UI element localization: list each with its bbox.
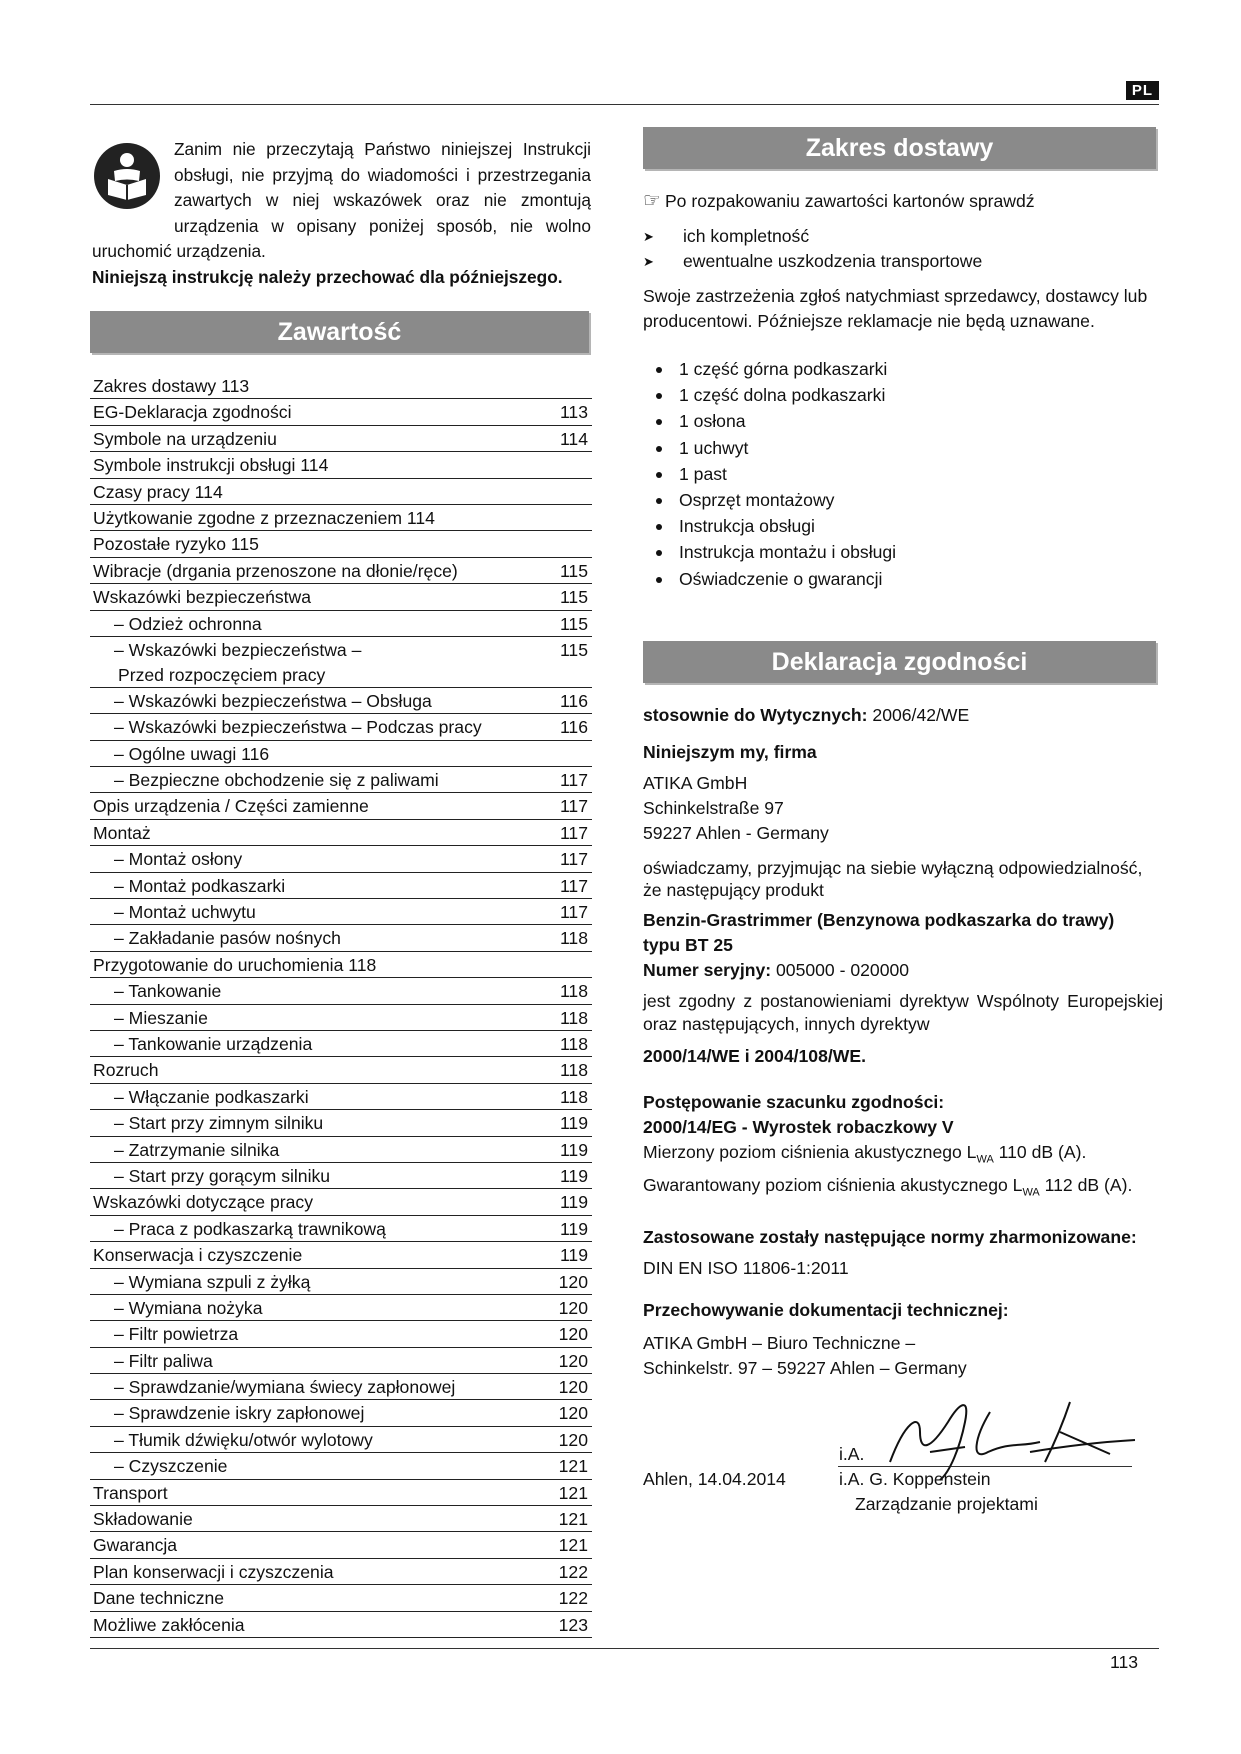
- docs-label: Przechowywanie dokumentacji technicznej:: [643, 1300, 1009, 1321]
- toc-row: [90, 899, 592, 925]
- header-rule: [90, 104, 1159, 105]
- toc-entry-label: Symbole instrukcji obsługi 114: [93, 455, 329, 476]
- declaration-title: Deklaracja zgodności: [643, 641, 1156, 683]
- toc-row: [90, 1005, 592, 1031]
- toc-entry-label: – Tankowanie urządzenia: [114, 1033, 313, 1054]
- toc-row: [90, 584, 592, 610]
- toc-page-number: 121: [558, 1535, 588, 1556]
- toc-row: [90, 1400, 592, 1426]
- statement: oświadczamy, przyjmując na siebie wyłączną odpowiedzialność, że następujący produkt: [643, 858, 1143, 900]
- toc-entry-label: Transport: [93, 1482, 168, 1503]
- toc-row: [90, 531, 592, 557]
- toc-entry-label: – Montaż osłony: [114, 849, 243, 870]
- list-item: Instrukcja montażu i obsługi: [643, 539, 1163, 565]
- intro-bold-text: Niniejszą instrukcję należy przechować dla późniejszego.: [92, 266, 563, 287]
- procedure-label: Postępowanie szacunku zgodności:: [643, 1092, 945, 1112]
- measured-level: Mierzony poziom ciśnienia akustycznego $L_{WA}$ 110 dB (A).: [643, 1142, 1087, 1166]
- product-type: typu BT 25: [643, 935, 733, 955]
- toc-entry-label: EG-Deklaracja zgodności: [93, 402, 292, 423]
- toc-row: [90, 505, 592, 531]
- toc-row: [90, 1163, 592, 1189]
- toc-page-number: 118: [559, 1007, 588, 1028]
- toc-entry-label: – Wskazówki bezpieczeństwa – Podczas pracy: [114, 717, 482, 738]
- pointing-hand-icon: ☞: [643, 190, 661, 212]
- toc-entry-label: Dane techniczne: [93, 1588, 225, 1609]
- toc-page-number: 117: [559, 822, 588, 843]
- toc-row: [90, 1348, 592, 1374]
- toc-page-number: 118: [559, 1086, 588, 1107]
- toc-page-number: 115: [559, 613, 588, 634]
- toc-page-number: 119: [559, 1218, 588, 1239]
- toc-page-number: 118: [559, 981, 588, 1002]
- toc-page-number: 119: [559, 1192, 588, 1213]
- toc-entry-label: – Wskazówki bezpieczeństwa –: [114, 639, 362, 660]
- toc-page-number: 120: [558, 1350, 588, 1371]
- intro-text: Zanim nie przeczytają Państwo niniejszej Instrukcji obsługi, nie przyjmą do wiadomości i przestrzegania zawartych w niej wskazówek oraz nie zmontują urządzenia w opisany poniżej sposób, nie wolno uruchomić urządzenia.: [92, 139, 591, 261]
- conformity-text: jest zgodny z postanowieniami dyrektyw Wspólnoty Europejskiej oraz następujących, innych dyrektyw: [643, 991, 1163, 1034]
- toc-row: [90, 846, 592, 872]
- toc-page-number: 117: [559, 849, 588, 870]
- toc-row: [90, 820, 592, 846]
- table-of-contents: [90, 373, 592, 1638]
- list-item: ➤ ewentualne uszkodzenia transportowe: [643, 249, 1163, 274]
- we-company: Niniejszym my, firma: [643, 742, 817, 762]
- list-item: Instrukcja obsługi: [643, 513, 1163, 539]
- toc-entry-label: – Zatrzymanie silnika: [114, 1139, 280, 1160]
- signatory-name: i.A. G. Koppenstein: [839, 1469, 991, 1489]
- toc-entry-label: Symbole na urządzeniu: [93, 428, 277, 449]
- toc-row: [90, 793, 592, 819]
- toc-entry-label: – Wskazówki bezpieczeństwa – Obsługa: [114, 690, 432, 711]
- toc-entry-label-continued: Przed rozpoczęciem pracy: [118, 664, 326, 685]
- delivery-title: Zakres dostawy: [643, 127, 1156, 169]
- other-directives: 2000/14/WE i 2004/108/WE.: [643, 1046, 866, 1066]
- toc-entry-label: – Bezpieczne obchodzenie się z paliwami: [114, 770, 439, 791]
- toc-entry-label: – Praca z podkaszarką trawnikową: [114, 1218, 386, 1239]
- toc-page-number: 121: [558, 1509, 588, 1530]
- toc-row: [90, 1453, 592, 1479]
- toc-row: [90, 1242, 592, 1268]
- toc-entry-label: – Wymiana nożyka: [114, 1297, 263, 1318]
- check-list: [643, 224, 1163, 274]
- toc-page-number: 118: [559, 928, 588, 949]
- toc-row: [90, 952, 592, 978]
- toc-page-number: 120: [558, 1429, 588, 1450]
- toc-row: [90, 1216, 592, 1242]
- toc-row: [90, 1321, 592, 1347]
- norms-value: DIN EN ISO 11806-1:2011: [643, 1258, 849, 1279]
- footer-rule: [90, 1648, 1159, 1649]
- page-number: 113: [1110, 1652, 1139, 1672]
- list-item: Osprzęt montażowy: [643, 487, 1163, 513]
- toc-row: [90, 399, 592, 425]
- toc-entry-label: Składowanie: [93, 1509, 193, 1530]
- toc-page-number: 119: [559, 1113, 588, 1134]
- toc-page-number: 116: [559, 717, 588, 738]
- list-item: 1 część górna podkaszarki: [643, 356, 1163, 382]
- toc-entry-label: Pozostałe ryzyko 115: [93, 534, 259, 555]
- toc-page-number: 120: [558, 1271, 588, 1292]
- toc-row: [90, 1189, 592, 1215]
- delivery-items: [643, 356, 1163, 592]
- toc-entry-label: – Start przy zimnym silniku: [114, 1113, 324, 1134]
- toc-entry-label: – Sprawdzenie iskry zapłonowej: [114, 1403, 365, 1424]
- toc-entry-label: – Wymiana szpuli z żyłką: [114, 1271, 311, 1292]
- declaration-section: [643, 703, 1163, 1381]
- list-item: 1 osłona: [643, 408, 1163, 434]
- toc-entry-label: Użytkowanie zgodne z przeznaczeniem 114: [93, 507, 435, 528]
- toc-entry-label: Wskazówki bezpieczeństwa: [93, 587, 312, 608]
- toc-page-number: 117: [559, 796, 588, 817]
- toc-entry-label: Przygotowanie do uruchomienia 118: [93, 954, 377, 975]
- toc-row: [90, 978, 592, 1004]
- toc-page-number: 118: [559, 1033, 588, 1054]
- toc-entry-label: Montaż: [93, 822, 151, 843]
- language-badge: PL: [1126, 81, 1159, 100]
- toc-page-number: 120: [558, 1377, 588, 1398]
- docs-line2: Schinkelstr. 97 – 59227 Ahlen – Germany: [643, 1358, 967, 1379]
- toc-entry-label: Możliwe zakłócenia: [93, 1614, 245, 1635]
- company-name: ATIKA GmbH: [643, 773, 748, 793]
- toc-row: [90, 1137, 592, 1163]
- toc-page-number: 119: [559, 1139, 588, 1160]
- toc-row: [90, 452, 592, 478]
- delivery-section: [643, 189, 1163, 592]
- intro-notice: [92, 137, 591, 290]
- toc-row: [90, 1295, 592, 1321]
- toc-entry-label: – Ogólne uwagi 116: [114, 743, 270, 764]
- toc-row: [90, 637, 592, 688]
- toc-page-number: 118: [559, 1060, 588, 1081]
- list-item: 1 część dolna podkaszarki: [643, 382, 1163, 408]
- company-street: Schinkelstraße 97: [643, 798, 784, 818]
- toc-page-number: 120: [558, 1324, 588, 1345]
- toc-entry-label: Czasy pracy 114: [93, 481, 223, 502]
- procedure-value: 2000/14/EG - Wyrostek robaczkowy V: [643, 1117, 954, 1137]
- norms-label: Zastosowane zostały następujące normy zharmonizowane:: [643, 1227, 1137, 1248]
- signatory-role: Zarządzanie projektami: [855, 1494, 1038, 1514]
- toc-row: [90, 873, 592, 899]
- toc-entry-label: Wibracje (drgania przenoszone na dłonie/ręce): [93, 560, 458, 581]
- toc-entry-label: Plan konserwacji i czyszczenia: [93, 1561, 334, 1582]
- toc-page-number: 121: [558, 1482, 588, 1503]
- toc-title: Zawartość: [90, 311, 589, 353]
- place-date: Ahlen, 14.04.2014: [643, 1469, 786, 1489]
- toc-entry-label: Zakres dostawy 113: [93, 376, 250, 396]
- toc-entry-label: Wskazówki dotyczące pracy: [93, 1192, 313, 1213]
- toc-entry-label: – Mieszanie: [114, 1007, 208, 1028]
- product-name: Benzin-Grastrimmer (Benzynowa podkaszarka do trawy): [643, 910, 1115, 930]
- toc-row: [90, 373, 592, 399]
- toc-row: [90, 611, 592, 637]
- toc-row: [90, 1506, 592, 1532]
- toc-entry-label: Opis urządzenia / Części zamienne: [93, 796, 369, 817]
- toc-page-number: 115: [559, 639, 588, 660]
- toc-entry-label: – Sprawdzanie/wymiana świecy zapłonowej: [114, 1377, 456, 1398]
- toc-row: [90, 1031, 592, 1057]
- toc-row: [90, 767, 592, 793]
- toc-page-number: 115: [559, 560, 588, 581]
- toc-entry-label: Konserwacja i czyszczenie: [93, 1245, 303, 1266]
- toc-page-number: 122: [558, 1561, 588, 1582]
- toc-row: [90, 1427, 592, 1453]
- toc-row: [90, 688, 592, 714]
- toc-entry-label: Rozruch: [93, 1060, 159, 1081]
- toc-row: [90, 1057, 592, 1083]
- toc-row: [90, 426, 592, 452]
- toc-page-number: 115: [559, 587, 588, 608]
- toc-entry-label: – Filtr paliwa: [114, 1350, 213, 1371]
- toc-row: [90, 1480, 592, 1506]
- toc-row: [90, 1269, 592, 1295]
- toc-page-number: 117: [559, 770, 588, 791]
- delivery-note: Swoje zastrzeżenia zgłoś natychmiast sprzedawcy, dostawcy lub producentowi. Późniejsze reklamacje nie będą uznawane.: [643, 286, 1148, 331]
- toc-entry-label: – Włączanie podkaszarki: [114, 1086, 309, 1107]
- docs-line1: ATIKA GmbH – Biuro Techniczne –: [643, 1333, 916, 1354]
- toc-page-number: 116: [559, 690, 588, 711]
- toc-row: [90, 1084, 592, 1110]
- toc-page-number: 121: [558, 1456, 588, 1477]
- toc-entry-label: – Montaż podkaszarki: [114, 875, 286, 896]
- toc-entry-label: – Zakładanie pasów nośnych: [114, 928, 341, 949]
- toc-entry-label: Gwarancja: [93, 1535, 178, 1556]
- list-item: ➤ ich kompletność: [643, 224, 1163, 249]
- toc-entry-label: – Filtr powietrza: [114, 1324, 239, 1345]
- toc-row: [90, 1532, 592, 1558]
- company-city: 59227 Ahlen - Germany: [643, 823, 829, 843]
- ia-label: i.A.: [839, 1444, 865, 1464]
- toc-page-number: 123: [558, 1614, 588, 1635]
- toc-page-number: 119: [559, 1245, 588, 1266]
- toc-entry-label: – Odzież ochronna: [114, 613, 262, 634]
- toc-page-number: 113: [559, 402, 588, 423]
- toc-entry-label: – Tłumik dźwięku/otwór wylotowy: [114, 1429, 373, 1450]
- toc-row: [90, 1585, 592, 1611]
- list-item: Oświadczenie o gwarancji: [643, 566, 1163, 592]
- guaranteed-level: Gwarantowany poziom ciśnienia akustycznego $L_{WA}$ 112 dB (A).: [643, 1174, 1133, 1199]
- serial-line: Numer seryjny: 005000 - 020000: [643, 960, 910, 980]
- toc-entry-label: – Start przy gorącym silniku: [114, 1165, 331, 1186]
- toc-page-number: 122: [558, 1588, 588, 1609]
- toc-row: [90, 1612, 592, 1638]
- list-item: 1 past: [643, 461, 1163, 487]
- delivery-check-intro: ☞ Po rozpakowaniu zawartości kartonów sprawdź: [643, 190, 1035, 212]
- toc-page-number: 120: [558, 1403, 588, 1424]
- toc-page-number: 117: [559, 902, 588, 923]
- toc-row: [90, 741, 592, 767]
- read-manual-icon: [92, 141, 166, 217]
- toc-row: [90, 479, 592, 505]
- toc-page-number: 120: [558, 1297, 588, 1318]
- toc-row: [90, 714, 592, 740]
- toc-page-number: 119: [559, 1165, 588, 1186]
- toc-entry-label: – Tankowanie: [114, 981, 222, 1002]
- toc-row: [90, 558, 592, 584]
- toc-entry-label: – Czyszczenie: [114, 1456, 228, 1477]
- toc-entry-label: – Montaż uchwytu: [114, 902, 256, 923]
- list-item: 1 uchwyt: [643, 435, 1163, 461]
- toc-row: [90, 1559, 592, 1585]
- toc-page-number: 114: [559, 428, 588, 449]
- toc-row: [90, 925, 592, 951]
- directive-line: stosownie do Wytycznych: 2006/42/WE: [643, 705, 970, 725]
- toc-page-number: 117: [559, 875, 588, 896]
- toc-row: [90, 1374, 592, 1400]
- toc-row: [90, 1110, 592, 1136]
